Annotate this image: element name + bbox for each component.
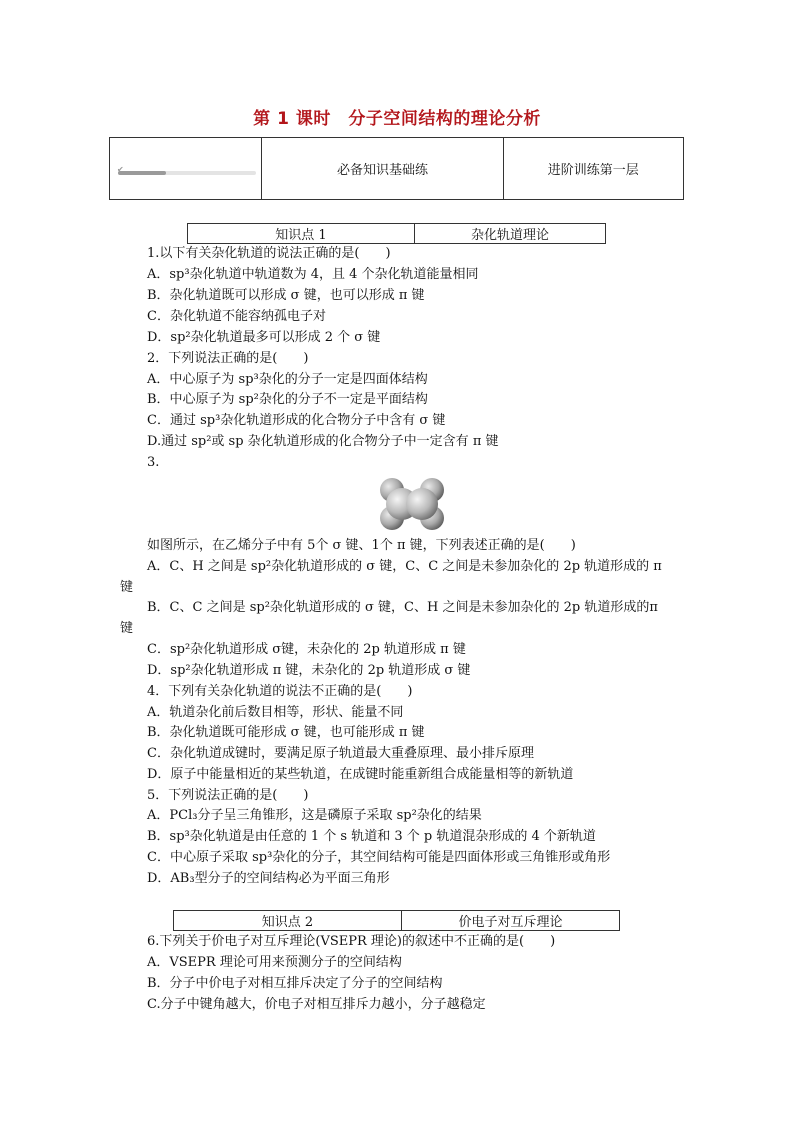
option-line: A．sp³杂化轨道中轨道数为 4，且 4 个杂化轨道能量相同 xyxy=(147,267,479,282)
question-line: 4．下列有关杂化轨道的说法不正确的是( ) xyxy=(147,684,413,699)
question-line: 如图所示，在乙烯分子中有 5个 σ 键、1个 π 键，下列表述正确的是( ) xyxy=(147,538,576,553)
option-line: A．PCl₃分子呈三角锥形，这是磷原子采取 sp²杂化的结果 xyxy=(147,808,482,823)
option-line: A．轨道杂化前后数目相等，形状、能量不同 xyxy=(147,705,404,720)
knowledge-point-label: 知识点 1 xyxy=(188,224,415,243)
question-line: 6.下列关于价电子对互斥理论(VSEPR 理论)的叙述中不正确的是( ) xyxy=(147,934,556,949)
page-title: 第 1 课时 分子空间结构的理论分析 xyxy=(253,109,541,129)
option-line: A．C、H 之间是 sp²杂化轨道形成的 σ 键，C、C 之间是未参加杂化的 2p 轨道形成的 π xyxy=(147,559,662,574)
question-line: 2．下列说法正确的是( ) xyxy=(147,351,309,366)
progress-fill xyxy=(118,171,166,175)
option-line: B．C、C 之间是 sp²杂化轨道形成的 σ 键，C、H 之间是未参加杂化的 2p 轨道形成的π xyxy=(147,600,658,615)
option-line: B．中心原子为 sp²杂化的分子不一定是平面结构 xyxy=(147,392,428,407)
option-line: C．sp²杂化轨道形成 σ键，未杂化的 2p 轨道形成 π 键 xyxy=(147,642,466,657)
check-icon: ✔ xyxy=(117,165,124,174)
option-line: C．杂化轨道成键时，要满足原子轨道最大重叠原理、最小排斥原理 xyxy=(147,746,534,761)
section-label: 必备知识基础练 xyxy=(262,138,503,199)
option-line: B．分子中价电子对相互排斥决定了分子的空间结构 xyxy=(147,976,443,991)
knowledge-point-name: 价电子对互斥理论 xyxy=(458,915,563,930)
option-line: B．杂化轨道既可以形成 σ 键，也可以形成 π 键 xyxy=(147,288,425,303)
option-line: D．原子中能量相近的某些轨道，在成键时能重新组合成能量相等的新轨道 xyxy=(147,767,574,782)
option-line: D．AB₃型分子的空间结构必为平面三角形 xyxy=(147,871,390,886)
option-line: C．通过 sp³杂化轨道形成的化合物分子中含有 σ 键 xyxy=(147,413,446,428)
option-line: A．VSEPR 理论可用来预测分子的空间结构 xyxy=(147,955,402,970)
question-line: 1.以下有关杂化轨道的说法正确的是( ) xyxy=(147,246,391,261)
level-label: 进阶训练第一层 xyxy=(547,163,639,178)
knowledge-point-label: 知识点 2 xyxy=(174,911,402,930)
progress-cell xyxy=(110,138,262,199)
option-line: A．中心原子为 sp³杂化的分子一定是四面体结构 xyxy=(147,372,428,387)
question-line: 5．下列说法正确的是( ) xyxy=(147,788,309,803)
option-line: D．sp²杂化轨道形成 π 键，未杂化的 2p 轨道形成 σ 键 xyxy=(147,663,471,678)
section-header-table xyxy=(109,137,684,200)
option-line: D．sp²杂化轨道最多可以形成 2 个 σ 键 xyxy=(147,330,381,345)
question-line: 3. xyxy=(147,455,160,470)
option-line: C．杂化轨道不能容纳孤电子对 xyxy=(147,309,326,324)
option-line: C．中心原子采取 sp³杂化的分子，其空间结构可能是四面体形或三角锥形或角形 xyxy=(147,850,611,865)
option-line-wrap: 键 xyxy=(120,621,134,636)
option-line: B．sp³杂化轨道是由任意的 1 个 s 轨道和 3 个 p 轨道混杂形成的 4 个新轨道 xyxy=(147,829,596,844)
progress-bar xyxy=(117,165,256,175)
knowledge-point-1-header xyxy=(187,223,606,244)
option-line: D.通过 sp²或 sp 杂化轨道形成的化合物分子中一定含有 π 键 xyxy=(147,434,499,449)
knowledge-point-2-header xyxy=(173,910,620,931)
option-line: B．杂化轨道既可能形成 σ 键，也可能形成 π 键 xyxy=(147,725,425,740)
option-line-wrap: 键 xyxy=(120,580,134,595)
ethylene-molecule-image xyxy=(378,475,446,533)
knowledge-point-name: 杂化轨道理论 xyxy=(470,228,549,243)
option-line: C.分子中键角越大，价电子对相互排斥力越小，分子越稳定 xyxy=(147,997,486,1012)
